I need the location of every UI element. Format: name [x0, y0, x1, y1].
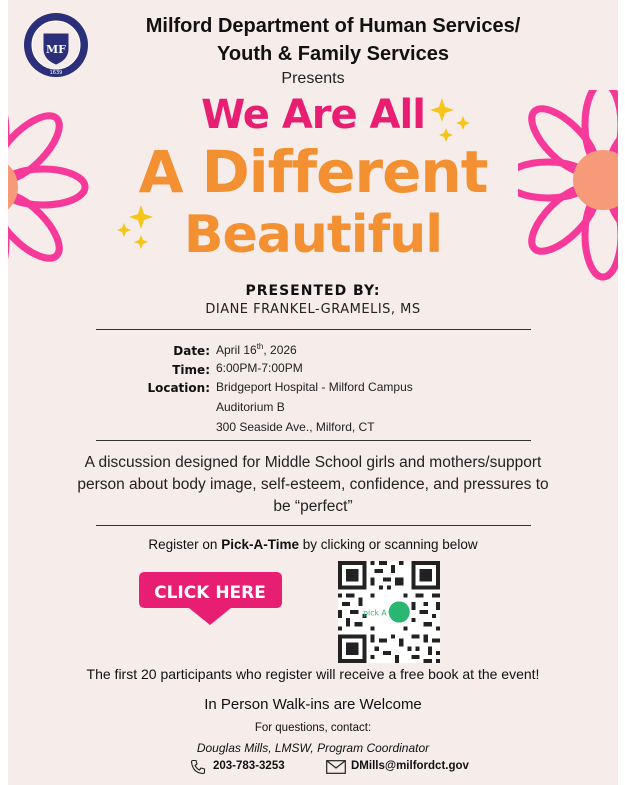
envelope-icon	[326, 760, 346, 774]
time-value: 6:00PM-7:00PM	[216, 361, 303, 375]
presenter-name: DIANE FRANKEL-GRAMELIS, MS	[205, 302, 421, 317]
location-label: Location:	[147, 381, 210, 395]
phone-icon	[190, 759, 206, 775]
svg-text:CLICK HERE: CLICK HERE	[154, 583, 266, 603]
walk-ins-notice: In Person Walk-ins are Welcome	[204, 696, 422, 713]
qr-center-logo: pick A time	[363, 608, 407, 618]
svg-text:MF: MF	[46, 43, 66, 56]
divider	[96, 329, 531, 330]
location-line-3: 300 Seaside Ave., Milford, CT	[216, 420, 375, 434]
time-label: Time:	[172, 363, 210, 377]
date-label: Date:	[173, 344, 210, 358]
registration-qr-code[interactable]	[338, 561, 440, 663]
free-book-notice: The first 20 participants who register will receive a free book at the event!	[86, 666, 540, 682]
date-value: April 16th, 2026	[216, 342, 297, 357]
event-title-line-1: We Are All	[201, 92, 425, 138]
divider	[96, 525, 531, 526]
presented-by-label: PRESENTED BY:	[245, 283, 381, 299]
flyer-page	[8, 0, 618, 785]
svg-text:1639: 1639	[49, 70, 63, 76]
location-line-2: Auditorium B	[216, 400, 285, 414]
click-here-button[interactable]	[139, 572, 282, 626]
event-description: A discussion designed for Middle School girls and mothers/support person about body image, self-esteem, confidence, and pressures to be “perfect”	[77, 454, 549, 515]
event-title-line-3: Beautiful	[183, 205, 443, 265]
questions-label: For questions, contact:	[254, 722, 372, 734]
pick-a-time-brand: Pick-A-Time	[221, 537, 299, 552]
location-line-1: Bridgeport Hospital - Milford Campus	[216, 380, 413, 394]
email-address[interactable]: DMills@milfordct.gov	[351, 760, 469, 772]
register-instructions: Register on Pick-A-Time by clicking or scanning below	[148, 537, 478, 552]
event-title-line-2: A Different	[138, 138, 488, 206]
organization-line-2: Youth & Family Services	[217, 43, 449, 65]
divider	[96, 440, 531, 441]
organization-line-1: Milford Department of Human Services/	[145, 15, 521, 37]
coordinator-name: Douglas Mills, LMSW, Program Coordinator	[196, 741, 430, 755]
phone-number[interactable]: 203-783-3253	[213, 760, 285, 772]
organization-name	[48, 12, 618, 68]
presents-text: Presents	[281, 70, 345, 87]
